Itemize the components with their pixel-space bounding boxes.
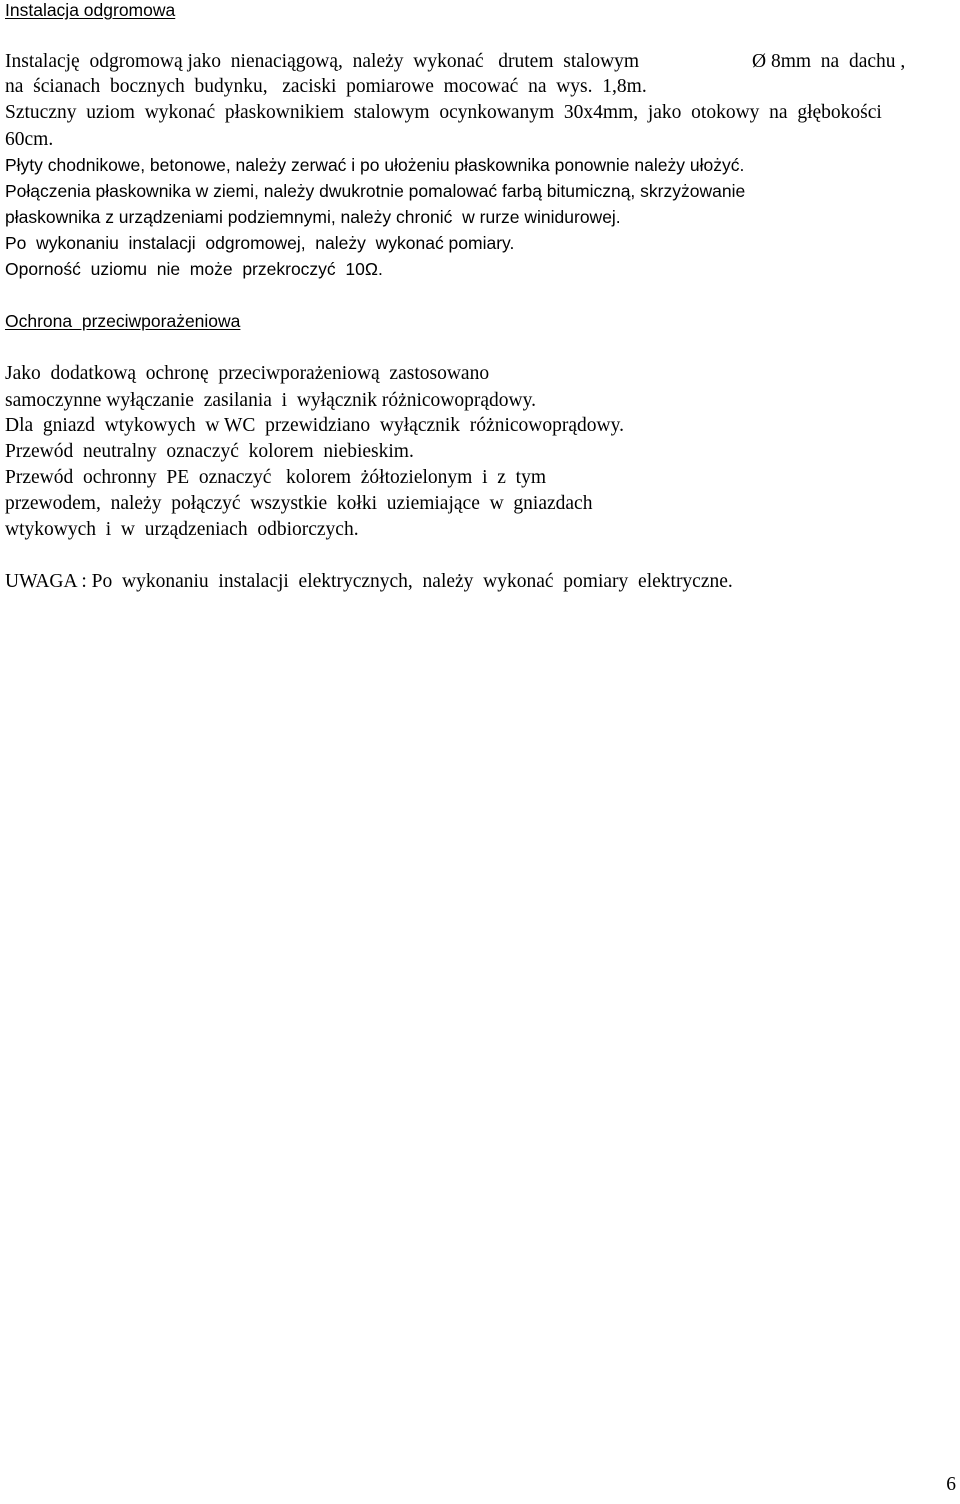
paragraph-line: płaskownika z urządzeniami podziemnymi, należy chronić w rurze winidurowej. — [5, 207, 621, 227]
paragraph-line: Instalację odgromową jako nienaciągową, należy wykonać drutem stalowym — [5, 51, 640, 72]
paragraph-line: Przewód ochronny PE oznaczyć kolorem żółtozielonym i z tym — [5, 467, 546, 488]
paragraph-line: przewodem, należy połączyć wszystkie kołki uziemiające w gniazdach — [5, 493, 593, 514]
page-number: 6 — [946, 1474, 956, 1495]
paragraph-line-diameter: Ø 8mm na dachu , — [752, 51, 906, 72]
notice-line: UWAGA : Po wykonaniu instalacji elektrycznych, należy wykonać pomiary elektryczne. — [5, 571, 733, 592]
paragraph-line: Sztuczny uziom wykonać płaskownikiem stalowym ocynkowanym 30x4mm, jako otokowy na głębokości — [5, 102, 882, 123]
paragraph-line: Płyty chodnikowe, betonowe, należy zerwać i po ułożeniu płaskownika ponownie należy ułożyć. — [5, 155, 745, 175]
paragraph-line: Oporność uziomu nie może przekroczyć 10Ω. — [5, 259, 383, 279]
paragraph-line: Po wykonaniu instalacji odgromowej, należy wykonać pomiary. — [5, 233, 515, 253]
paragraph-line: Dla gniazd wtykowych w WC przewidziano wyłącznik różnicowoprądowy. — [5, 415, 624, 436]
paragraph-line: wtykowych i w urządzeniach odbiorczych. — [5, 519, 359, 540]
paragraph-line: Jako dodatkową ochronę przeciwporażeniową zastosowano — [5, 363, 490, 384]
paragraph-line: samoczynne wyłączanie zasilania i wyłącznik różnicowoprądowy. — [5, 390, 536, 411]
paragraph-line: Połączenia płaskownika w ziemi, należy dwukrotnie pomalować farbą bitumiczną, skrzyżowanie — [5, 181, 746, 201]
section-heading-shock-protection: Ochrona przeciwporażeniowa — [5, 311, 241, 331]
paragraph-line: na ścianach bocznych budynku, zaciski pomiarowe mocować na wys. 1,8m. — [5, 76, 647, 97]
paragraph-line: 60cm. — [5, 129, 54, 150]
paragraph-line: Przewód neutralny oznaczyć kolorem niebieskim. — [5, 441, 414, 462]
section-heading-lightning-protection: Instalacja odgromowa — [5, 0, 176, 20]
